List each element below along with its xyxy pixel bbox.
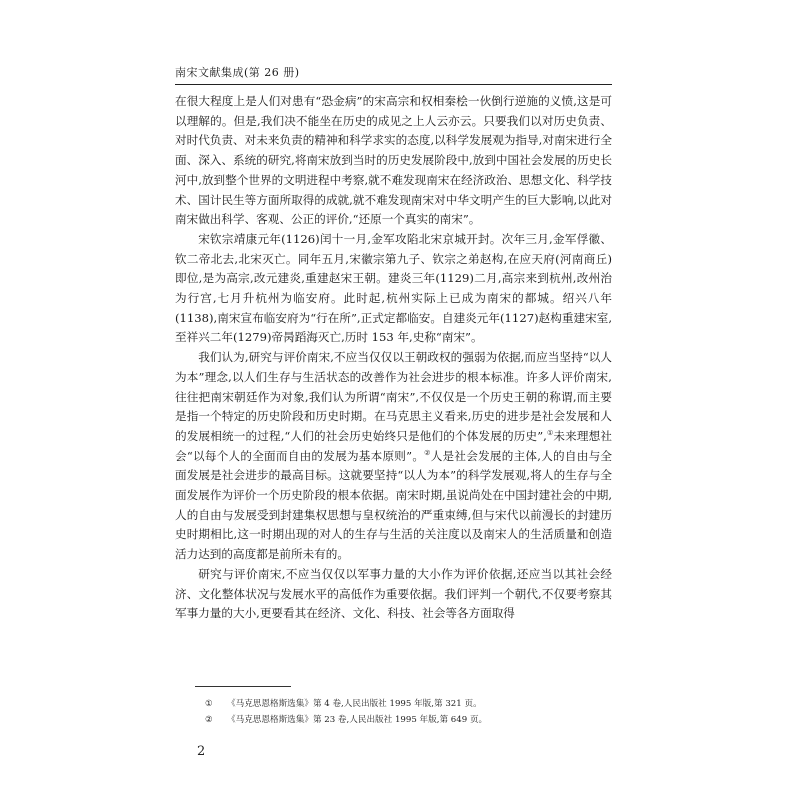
paragraph-3-text-a: 我们认为,研究与评价南宋,不应当仅仅以王朝政权的强弱为依据,而应当坚持“以人为本”理念,以人们生存与生活状态的改善作为社会进步的根本标准。许多人评价南宋,往往把南宋朝廷作为对象,我们认为所谓“南宋”,不仅仅是一个历史王朝的称谓,而主要是指一个特定的历史阶段和历史时期。在马克思主义看来,历史的进步是社会发展和人的发展相统一的过程,“人们的社会历史始终只是他们的个体发展的历史”, (175, 350, 612, 443)
running-header: 南宋文献集成(第 26 册) (175, 66, 300, 79)
footnote-text-2: 《马克思恩格斯选集》第 23 卷,人民出版社 1995 年版,第 649 页。 (227, 715, 488, 725)
footnotes (205, 696, 605, 728)
footnote-ref-2[interactable]: ② (424, 448, 431, 457)
footnote-rule (195, 686, 291, 687)
paragraph-1: 在很大程度上是人们对患有“恐金病”的宋高宗和权相秦桧一伙倒行逆施的义愤,这是可以理解的。但是,我们决不能坐在历史的成见之上人云亦云。只要我们以对历史负责、对时代负责、对未来负责的精神和科学求实的态度,以科学发展观为指导,对南宋进行全面、深入、系统的研究,将南宋放到当时的历史发展阶段中,放到中国社会发展的历史长河中,放到整个世界的文明进程中考察,就不难发现南宋在经济政治、思想文化、科学技术、国计民生等方面所取得的成就,就不难发现南宋对中华文明产生的巨大影响,以此对南宋做出科学、客观、公正的评价,“还原一个真实的南宋”。 (175, 94, 612, 227)
page-number: 2 (197, 744, 206, 759)
footnote-text-1: 《马克思恩格斯选集》第 4 卷,人民出版社 1995 年版,第 321 页。 (227, 699, 482, 709)
paragraph-3-text-b: 未来理想社会“以每个人的全面而自由的发展为基本原则”。 (175, 428, 612, 463)
body-text (175, 92, 612, 624)
paragraph-2: 宋钦宗靖康元年(1126)闰十一月,金军攻陷北宋京城开封。次年三月,金军俘徽、钦二帝北去,北宋灭亡。同年五月,宋徽宗第九子、钦宗之弟赵构,在应天府(河南商丘)即位,是为高宗,改元建炎,重建赵宋王朝。建炎三年(1129)二月,高宗来到杭州,改州治为行宫,七月升杭州为临安府。此时起,杭州实际上已成为南宋的都城。绍兴八年(1138),南宋宣布临安府为“行在所”,正式定都临安。自建炎元年(1127)赵构重建宋室,至祥兴二年(1279)帝昺蹈海灭亡,历时 153 年,史称“南宋”。 (175, 231, 612, 345)
footnote-ref-1[interactable]: ① (546, 429, 554, 438)
paragraph-3-text-c: 人是社会发展的主体,人的自由与全面发展是社会进步的最高目标。这就要坚持“以人为本”的科学发展观,将人的生存与全面发展作为评价一个历史阶段的根本依据。南宋时期,虽说尚处在中国封建社会的中期,人的自由与发展受到封建集权思想与皇权统治的严重束缚,但与宋代以前漫长的封建历史时期相比,这一时期出现的对人的生存与生活的关注度以及南宋人的生活质量和创造活力达到的高度都是前所未有的。 (175, 448, 613, 562)
paragraph-3 (175, 348, 612, 565)
footnote-1 (205, 696, 605, 712)
footnote-2 (205, 712, 605, 728)
footnote-mark-1: ① (205, 699, 213, 709)
footnote-mark-2: ② (205, 715, 213, 725)
paragraph-4: 研究与评价南宋,不应当仅仅以军事力量的大小作为评价依据,还应当以其社会经济、文化整体状况与发展水平的高低作为重要依据。我们评判一个朝代,不仅要考察其军事力量的大小,更要看其在经济、文化、科技、社会等各方面取得 (175, 566, 612, 621)
header-rule (175, 84, 612, 85)
